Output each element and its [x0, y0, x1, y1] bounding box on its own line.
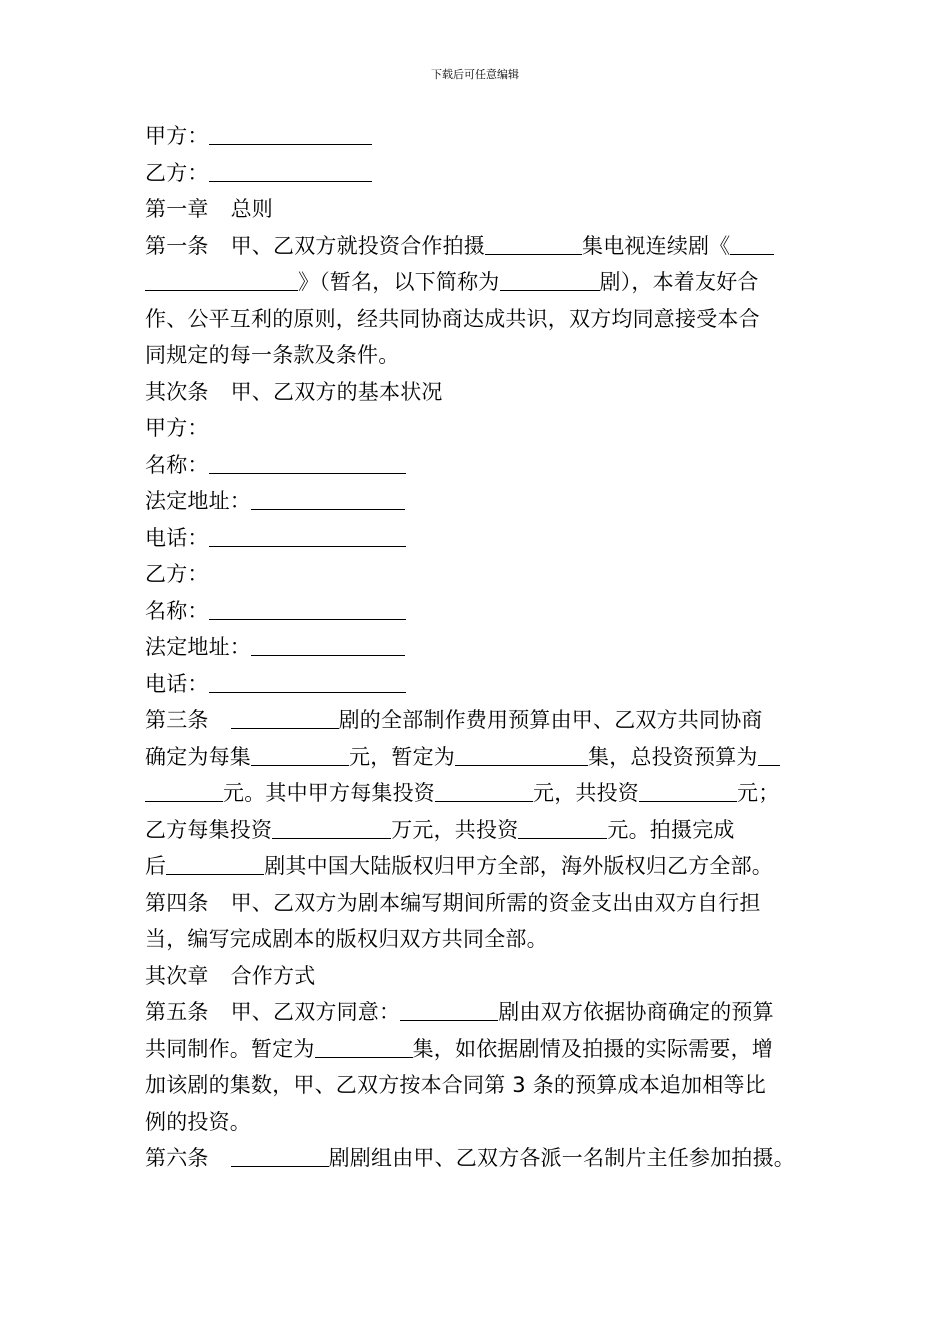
party-b-blank[interactable] — [209, 159, 372, 182]
article-3-line-5: 后 剧其中国大陆版权归甲方全部，海外版权归乙方全部。 — [145, 854, 774, 878]
article-5-line-3: 加该剧的集数，甲、乙双方按本合同第 3 条的预算成本追加相等比 — [145, 1073, 766, 1097]
chapter-1-title: 第一章 总则 — [145, 197, 274, 221]
drama-name-blank[interactable] — [231, 706, 339, 729]
party-b-address-line: 法定地址： — [145, 629, 825, 666]
article-5-line-4: 例的投资。 — [145, 1109, 251, 1134]
party-a-line: 甲方： — [145, 118, 825, 155]
cost-per-episode-blank[interactable] — [251, 743, 349, 766]
party-a-address-line: 法定地址： — [145, 483, 825, 520]
party-a-total-blank[interactable] — [639, 779, 737, 802]
article-4-line-2: 当，编写完成剧本的版权归双方共同全部。 — [145, 927, 548, 951]
page-header: 下载后可任意编辑 — [431, 68, 519, 81]
party-a-label: 甲方： — [145, 416, 209, 440]
party-a-address-blank[interactable] — [251, 487, 405, 510]
article-3-line-3: 元。其中甲方每集投资 元，共投资 元； — [145, 775, 825, 812]
article-1-line-2: 》（暂名，以下简称为 剧），本着友好合 — [145, 264, 825, 301]
article-4-line-1: 第四条 甲、乙双方为剧本编写期间所需的资金支出由双方自行担 — [145, 890, 761, 915]
article-1-line-1: 第一条 甲、乙双方就投资合作拍摄 集电视连续剧《 — [145, 228, 825, 265]
party-a-blank[interactable] — [209, 122, 372, 145]
party-b-per-episode-blank[interactable] — [272, 816, 391, 839]
article-2-title: 其次条 甲、乙双方的基本状况 — [145, 379, 443, 404]
total-budget-blank-end[interactable] — [145, 779, 223, 802]
article-3-line-2: 确定为每集 元，暂定为 集，总投资预算为 — [145, 739, 825, 776]
short-name-blank[interactable] — [500, 268, 600, 291]
party-a-per-episode-blank[interactable] — [435, 779, 533, 802]
article-3-line-1: 第三条 剧的全部制作费用预算由甲、乙双方共同协商 — [145, 708, 763, 732]
party-b-phone-line: 电话： — [145, 666, 825, 703]
article-1-line-4: 同规定的每一条款及条件。 — [145, 343, 400, 367]
party-b-address-blank[interactable] — [251, 633, 405, 656]
tentative-episodes-blank[interactable] — [455, 743, 588, 766]
total-budget-blank-start[interactable] — [758, 743, 780, 766]
series-title-blank-start[interactable] — [730, 232, 774, 255]
party-b-name-blank[interactable] — [209, 597, 406, 620]
co-production-episodes-blank[interactable] — [315, 1035, 413, 1058]
article-6-line-1: 第六条 剧剧组由甲、乙双方各派一名制片主任参加拍摄。 — [145, 1146, 796, 1170]
party-b-line: 乙方： — [145, 155, 825, 192]
party-b-name-line: 名称： — [145, 593, 825, 630]
party-a-name-line: 名称： — [145, 447, 825, 484]
party-a-name-blank[interactable] — [209, 451, 406, 474]
party-a-phone-blank[interactable] — [209, 524, 406, 547]
article-5-line-2: 共同制作。暂定为 集，如依据剧情及拍摄的实际需要，增 — [145, 1036, 774, 1061]
copyright-drama-blank[interactable] — [166, 852, 264, 875]
episode-count-blank[interactable] — [485, 232, 582, 255]
article-5-line-1: 第五条 甲、乙双方同意： 剧由双方依据协商确定的预算 — [145, 1000, 774, 1024]
party-a-phone-line: 电话： — [145, 520, 825, 557]
party-b-label: 乙方： — [145, 562, 209, 586]
contract-body — [145, 118, 825, 1177]
article-1-line-3: 作、公平互利的原则，经共同协商达成共识，双方均同意接受本合 — [145, 306, 760, 331]
party-b-phone-blank[interactable] — [209, 670, 406, 693]
chapter-2-title: 其次章 合作方式 — [145, 963, 316, 988]
co-production-drama-blank[interactable] — [400, 998, 498, 1021]
party-b-total-blank[interactable] — [518, 816, 607, 839]
series-title-blank-end[interactable] — [145, 268, 298, 291]
article-3-line-4: 乙方每集投资 万元，共投资 元。拍摄完成 — [145, 817, 735, 842]
crew-drama-blank[interactable] — [231, 1144, 329, 1167]
